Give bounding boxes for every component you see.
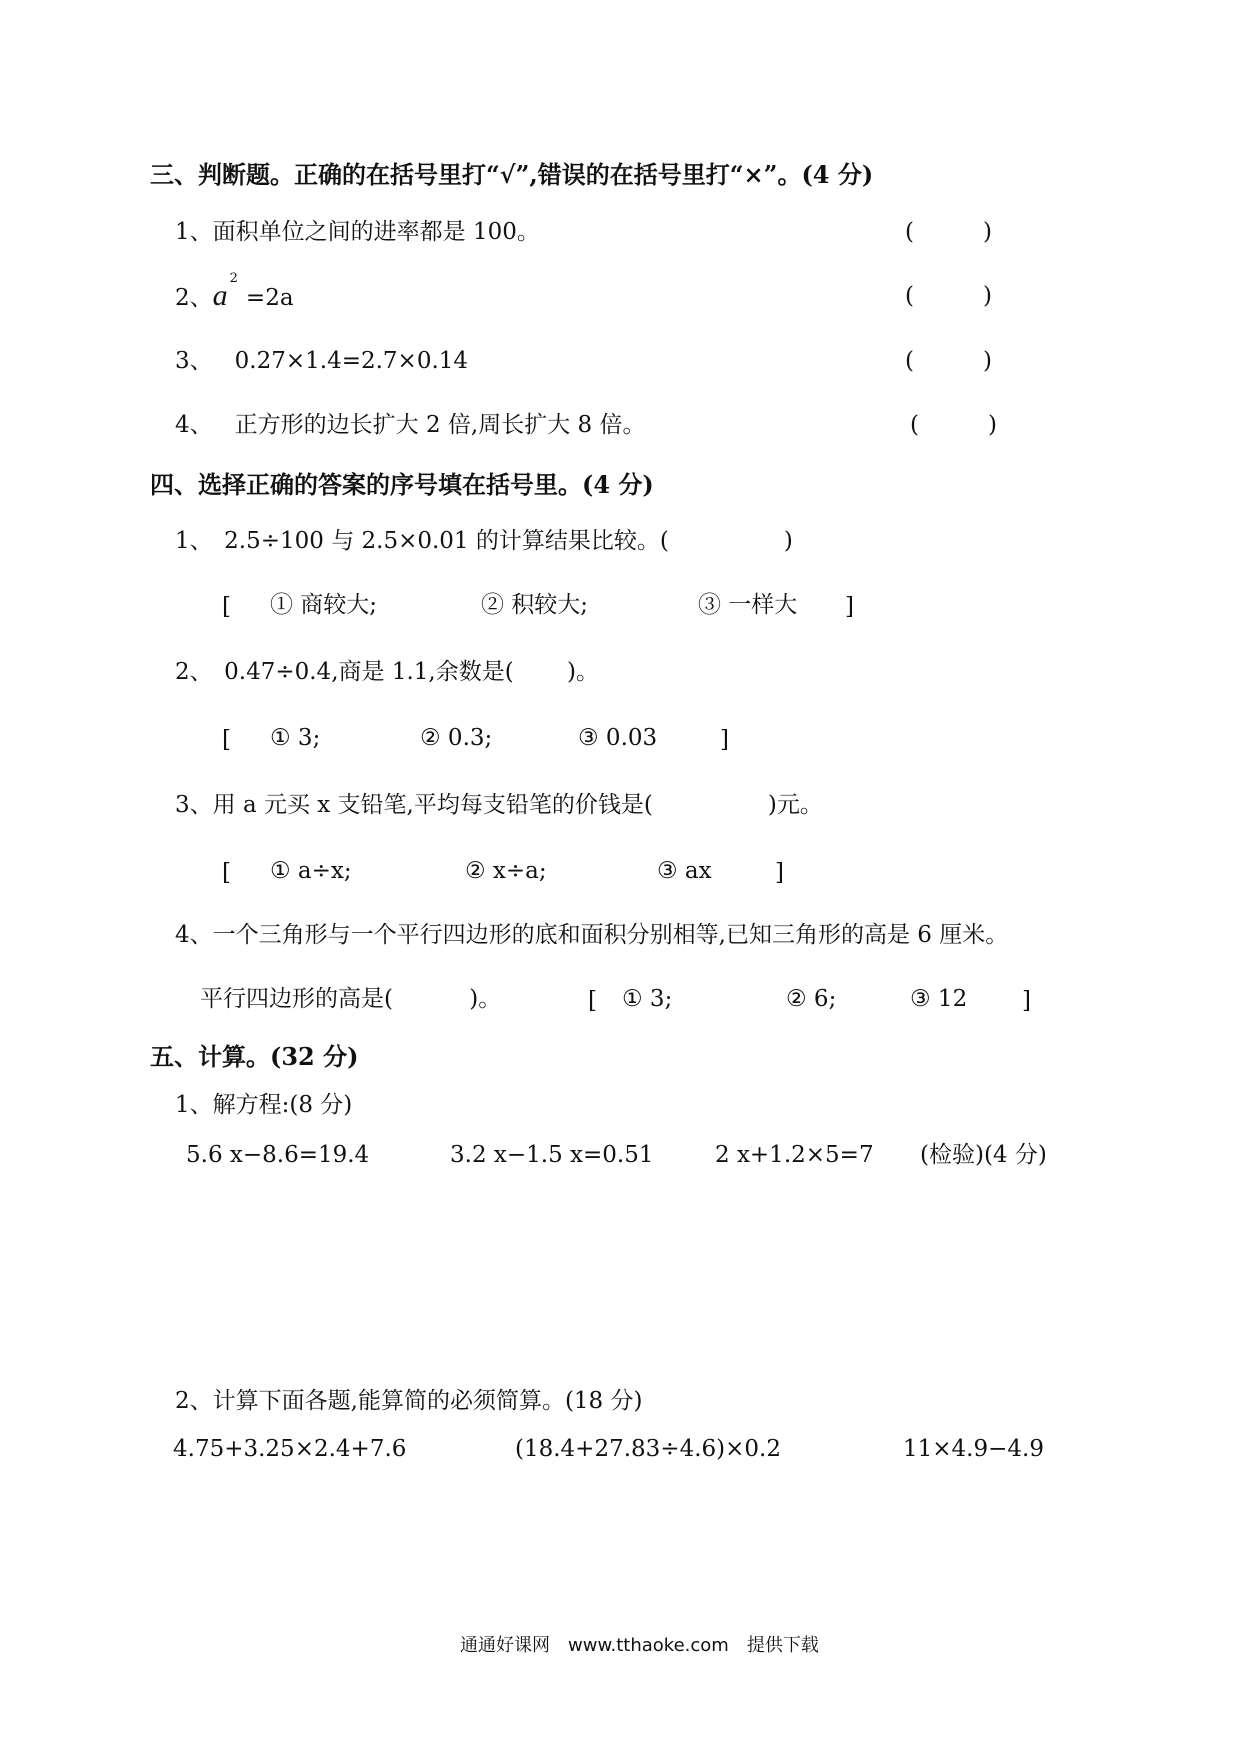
section-4-title: 四、选择正确的答案的序号填在括号里。(4 分) [150, 470, 654, 499]
choice-option-3[interactable]: ③ 一样大 [698, 592, 798, 618]
sub-2-title: 2、计算下面各题,能算简的必须简算。(18 分) [175, 1388, 643, 1414]
equation-3: 2 x+1.2×5=7 [715, 1142, 874, 1168]
choice-bracket-close: ] [775, 860, 784, 886]
choice-option-1[interactable]: ① 3; [622, 986, 673, 1012]
answer-bracket[interactable]: ( ) [905, 283, 992, 309]
expression-1: 4.75+3.25×2.4+7.6 [173, 1436, 407, 1462]
choice-question-1: 1、 2.5÷100 与 2.5×0.01 的计算结果比较。( ) [175, 528, 793, 554]
equation-2: 3.2 x−1.5 x=0.51 [450, 1142, 654, 1168]
choice-option-1[interactable]: ① a÷x; [270, 858, 352, 884]
expression-2: (18.4+27.83÷4.6)×0.2 [515, 1436, 781, 1462]
item-number: 1、 [175, 219, 213, 245]
item-number: 2、 [175, 285, 213, 311]
choice-bracket-close: ] [720, 727, 729, 753]
choice-option-1[interactable]: ① 商较大; [270, 592, 378, 618]
equation-check-note: (检验)(4 分) [920, 1142, 1047, 1168]
choice-bracket-open: [ [222, 860, 231, 886]
item-number: 3、 [175, 348, 213, 374]
choice-option-2[interactable]: ② 0.3; [420, 725, 493, 751]
answer-bracket[interactable]: ( ) [905, 348, 992, 374]
choice-question-3: 3、用 a 元买 x 支铅笔,平均每支铅笔的价钱是( )元。 [175, 792, 823, 818]
choice-option-2[interactable]: ② x÷a; [465, 858, 547, 884]
item-text: 面积单位之间的进率都是 100。 [212, 219, 540, 245]
item-rest: =2a [245, 285, 294, 311]
answer-bracket[interactable]: ( ) [905, 219, 992, 245]
variable-a: a [212, 279, 228, 312]
choice-bracket-close: ] [1022, 988, 1031, 1014]
section-3-title: 三、判断题。正确的在括号里打“√”,错误的在括号里打“×”。(4 分) [150, 160, 874, 189]
choice-question-4-line2: 平行四边形的高是( )。 [200, 986, 502, 1012]
sub-1-title: 1、解方程:(8 分) [175, 1092, 353, 1118]
choice-option-2[interactable]: ② 6; [786, 986, 837, 1012]
item-text: 0.27×1.4=2.7×0.14 [234, 348, 469, 374]
judge-item-1 [175, 221, 540, 244]
exponent: 2 [229, 271, 238, 287]
choice-option-3[interactable]: ③ 0.03 [578, 725, 658, 751]
judge-item-4 [175, 414, 645, 437]
choice-bracket-open: [ [588, 988, 597, 1014]
choice-option-2[interactable]: ② 积较大; [481, 592, 589, 618]
choice-option-3[interactable]: ③ ax [657, 858, 712, 884]
choice-bracket-open: [ [222, 727, 231, 753]
section-5-title: 五、计算。(32 分) [150, 1042, 359, 1071]
footer-source: 通通好课网 www.tthaoke.com 提供下载 [460, 1635, 819, 1656]
choice-option-1[interactable]: ① 3; [270, 725, 321, 751]
answer-bracket[interactable]: ( ) [910, 412, 997, 438]
choice-bracket-close: ] [845, 594, 854, 620]
judge-item-3 [175, 350, 468, 373]
choice-bracket-open: [ [222, 594, 231, 620]
item-number: 4、 [175, 412, 213, 438]
choice-question-4: 4、一个三角形与一个平行四边形的底和面积分别相等,已知三角形的高是 6 厘米。 [175, 922, 1009, 948]
item-text: 正方形的边长扩大 2 倍,周长扩大 8 倍。 [234, 412, 646, 438]
judge-item-2 [175, 271, 294, 312]
equation-1: 5.6 x−8.6=19.4 [186, 1142, 370, 1168]
expression-3: 11×4.9−4.9 [903, 1436, 1044, 1462]
choice-question-2: 2、 0.47÷0.4,商是 1.1,余数是( )。 [175, 659, 599, 685]
choice-option-3[interactable]: ③ 12 [910, 986, 968, 1012]
